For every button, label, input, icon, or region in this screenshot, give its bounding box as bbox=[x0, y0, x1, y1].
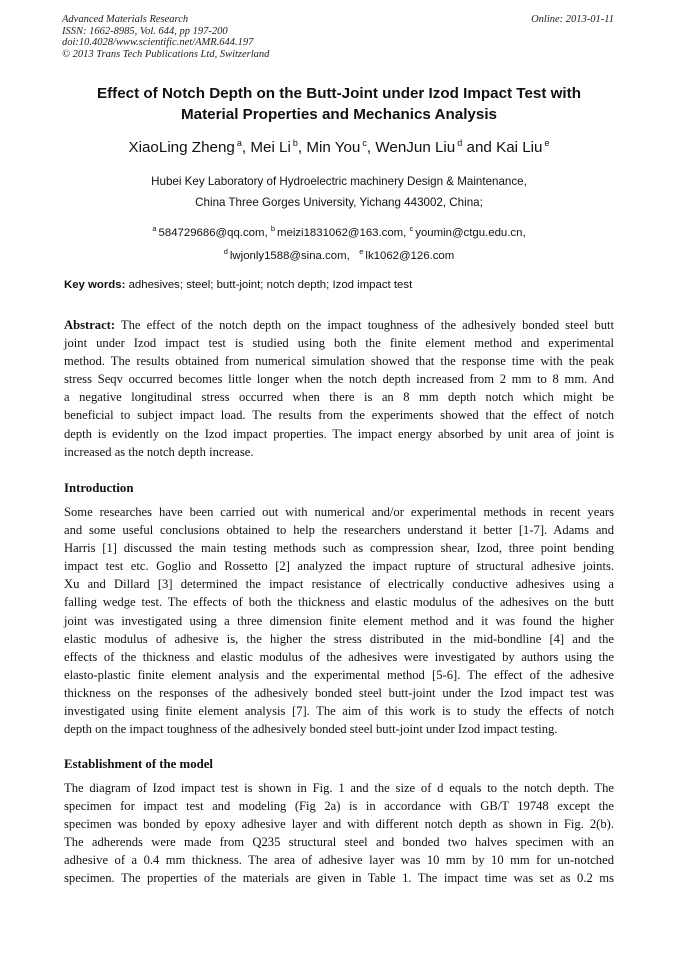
abstract-line: stress Seqv occurred becomes little longer when the notch depth increased from 2 mm to 8 mm. And bbox=[64, 372, 614, 387]
author-name: XiaoLing Zheng bbox=[128, 139, 235, 156]
affiliation-line-1: Hubei Key Laboratory of Hydroelectric machinery Design & Maintenance, bbox=[151, 175, 527, 188]
paragraph-line: thickness on the responses of the adhesively bonded steel butt-joint under the Izod impact test was bbox=[64, 685, 614, 700]
title-line-1: Effect of Notch Depth on the Butt-Joint under Izod Impact Test with bbox=[96, 85, 581, 102]
email-e[interactable]: lk1062@126.com bbox=[365, 249, 455, 262]
email-mark: a bbox=[152, 224, 157, 233]
section-heading-introduction: Introduction bbox=[64, 481, 134, 495]
author-list bbox=[60, 133, 618, 158]
online-date: Online: 2013-01-11 bbox=[531, 14, 614, 25]
author-mark: c bbox=[362, 138, 367, 148]
journal-header bbox=[62, 14, 269, 60]
author-mark: b bbox=[292, 138, 298, 148]
emails-line-2 bbox=[60, 243, 618, 266]
abstract-line: beneficial to subject impact load. The results from the experiments showed that the effect of notch bbox=[64, 408, 614, 423]
section-heading-model: Establishment of the model bbox=[64, 757, 213, 771]
paragraph-line: Some researches have been carried out with numerical and/or experimental methods in recent years bbox=[64, 505, 614, 519]
emails-line-1 bbox=[60, 220, 618, 243]
paragraph-line: elastic modulus of adhesive is, the higher the stress distributed in the mid-bondline [4] and the bbox=[64, 631, 614, 646]
author-name: WenJun Liu bbox=[375, 139, 456, 156]
email-mark: d bbox=[223, 246, 228, 256]
abstract bbox=[64, 316, 614, 461]
paper-title bbox=[60, 83, 618, 125]
model-paragraph bbox=[64, 779, 614, 888]
author-mark: d bbox=[457, 138, 463, 148]
paragraph-line: specimen was bonded by epoxy adhesive layer and with different notch depth as shown in Fig. 2(b). bbox=[64, 817, 614, 832]
author-emails bbox=[60, 220, 618, 265]
author-separator: , bbox=[241, 139, 251, 156]
affiliation-line-2: China Three Gorges University, Yichang 443002, China; bbox=[195, 195, 483, 209]
author-mark: a bbox=[236, 138, 242, 148]
email-mark: c bbox=[409, 224, 414, 233]
paragraph-line: impact test etc. Goglio and Rossetto [2] analyzed the impact rupture of structural adhesive joints. bbox=[64, 559, 614, 574]
doi-line[interactable]: doi:10.4028/www.scientific.net/AMR.644.197 bbox=[62, 37, 254, 49]
abstract-line: increased as the notch depth increase. bbox=[64, 444, 254, 459]
abstract-line: Abstract: The effect of the notch depth on the impact toughness of the adhesively bonded steel butt bbox=[64, 318, 614, 332]
abstract-label: Abstract: bbox=[64, 318, 116, 332]
abstract-line: depth is evidently on the Izod impact properties. The impact energy absorbed by unit area of joint is bbox=[64, 426, 614, 441]
introduction-paragraph bbox=[64, 503, 614, 738]
paragraph-line: adhesive of a 0.4 mm thickness. The area of adhesive layer was 10 mm by 10 mm for un-notched bbox=[64, 853, 614, 868]
email-a[interactable]: 584729686@qq.com, bbox=[158, 227, 268, 239]
email-d[interactable]: lwjonly1588@sina.com, bbox=[229, 249, 350, 262]
paragraph-line: Xu and Dillard [3] determined the impact resistance of electrically conductive adhesives using a bbox=[64, 577, 614, 592]
paragraph-line: effects of the thickness and elastic modulus of the adhesives were investigated by authors using the bbox=[64, 649, 614, 664]
paragraph-line: The adherends were made from Q235 structural steel and bonded two halves specimen with an bbox=[64, 835, 614, 850]
journal-name: Advanced Materials Research bbox=[62, 14, 189, 25]
paragraph-line: falling wedge test. The effects of both the thickness and elastic modulus of the adhesives on the butt bbox=[64, 595, 614, 610]
author-name: Mei Li bbox=[250, 139, 291, 156]
issn-line: ISSN: 1662-8985, Vol. 644, pp 197-200 bbox=[62, 25, 228, 37]
affiliation bbox=[60, 172, 618, 213]
paragraph-line: and some useful conclusions obtained to help the researchers understand it better [1-7]. Adams and bbox=[64, 523, 614, 538]
paragraph-line: investigated using finite element analysis [7]. The aim of this work is to study the effects of notch bbox=[64, 704, 614, 719]
email-mark: b bbox=[270, 224, 275, 233]
abstract-line: a negative longitudinal stress occurred when there is an 8 mm depth notch which might be bbox=[64, 390, 614, 405]
paragraph-line: elasto-plastic finite element analysis and the experimental method [5-6]. The effect of the adhesive bbox=[64, 667, 614, 682]
keywords-label: Key words: bbox=[64, 279, 126, 291]
author-separator: , bbox=[297, 139, 307, 156]
abstract-line: method. The results obtained from numerical simulation showed that the response time with the peak bbox=[64, 354, 614, 369]
keywords bbox=[64, 277, 616, 293]
copyright-line: © 2013 Trans Tech Publications Ltd, Switzerland bbox=[62, 48, 270, 60]
author-mark: e bbox=[544, 138, 550, 148]
email-mark: e bbox=[359, 246, 364, 256]
author-separator: , bbox=[366, 139, 376, 156]
email-c[interactable]: youmin@ctgu.edu.cn, bbox=[415, 227, 526, 239]
email-b[interactable]: meizi1831062@163.com, bbox=[277, 227, 407, 239]
author-name: Min You bbox=[306, 139, 361, 156]
paragraph-line: depth on the impact toughness of the adhesively bonded steel butt-joint under Izod impact testing. bbox=[64, 722, 558, 737]
author-name: Kai Liu bbox=[496, 139, 543, 156]
paragraph-line: Harris [1] discussed the main testing methods such as compression shear, Izod, three point bending bbox=[64, 541, 614, 556]
abstract-line: joint under Izod impact test is studied using both the finite element method and experimental bbox=[64, 336, 614, 351]
paragraph-line: specimen. The properties of the materials are given in Table 1. The impact time was set as 0.2 ms bbox=[64, 871, 614, 886]
author-separator: and bbox=[462, 139, 497, 156]
paragraph-line: specimen for impact test and modeling (Fig 2a) is in accordance with GB/T 19748 except the bbox=[64, 799, 614, 814]
title-line-2: Material Properties and Mechanics Analysis bbox=[181, 106, 497, 123]
keywords-text: adhesives; steel; butt-joint; notch depth; Izod impact test bbox=[128, 279, 413, 291]
paragraph-line: The diagram of Izod impact test is shown in Fig. 1 and the size of d equals to the notch depth. The bbox=[64, 781, 614, 795]
paragraph-line: joint was investigated using a three dimension finite element method and it was found the higher bbox=[64, 613, 614, 628]
